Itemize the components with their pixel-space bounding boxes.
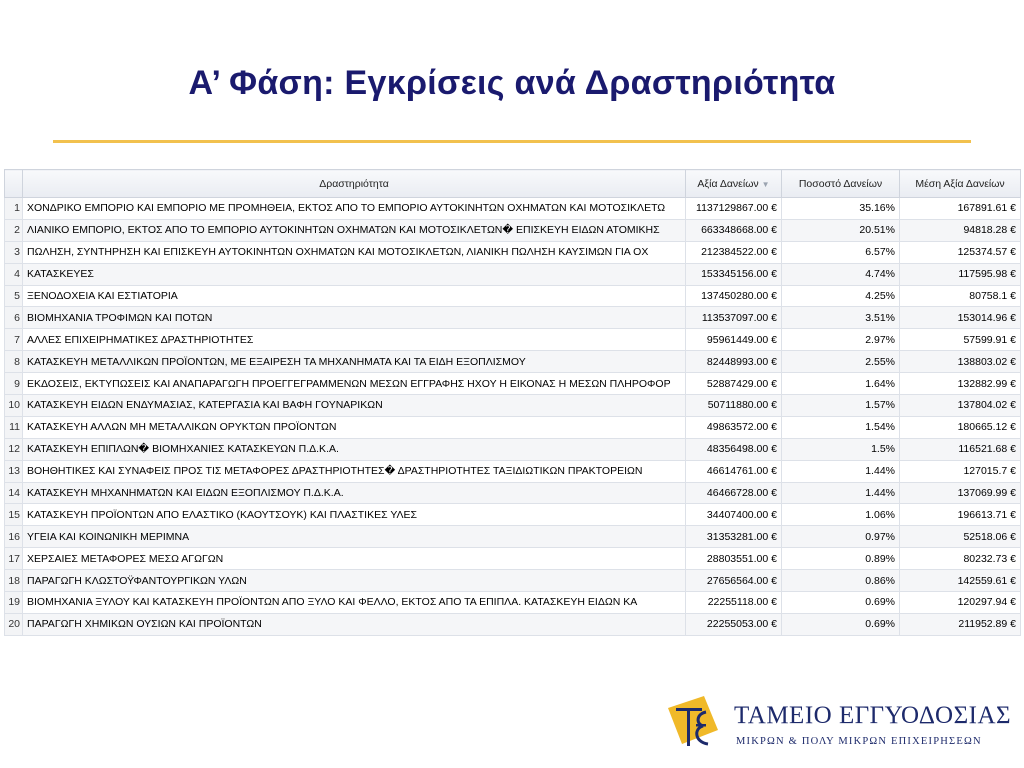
- avg-loan-value-cell: 211952.89 €: [900, 613, 1021, 635]
- loan-value-cell: 50711880.00 €: [686, 395, 782, 417]
- loan-percent-cell: 2.55%: [782, 351, 900, 373]
- loan-value-cell: 49863572.00 €: [686, 416, 782, 438]
- loan-percent-cell: 35.16%: [782, 198, 900, 220]
- activity-table: [4, 169, 1021, 636]
- loan-value-cell: 153345156.00 €: [686, 263, 782, 285]
- row-index: 15: [5, 504, 23, 526]
- avg-loan-value-cell: 52518.06 €: [900, 526, 1021, 548]
- loan-percent-cell: 1.54%: [782, 416, 900, 438]
- loan-percent-cell: 1.06%: [782, 504, 900, 526]
- table-row[interactable]: [5, 416, 1021, 438]
- avg-loan-value-cell: 196613.71 €: [900, 504, 1021, 526]
- loan-percent-cell: 1.64%: [782, 373, 900, 395]
- row-index: 10: [5, 395, 23, 417]
- logo-subtitle: ΜΙΚΡΩΝ & ΠΟΛΥ ΜΙΚΡΩΝ ΕΠΙΧΕΙΡΗΣΕΩΝ: [736, 736, 982, 747]
- loan-percent-cell: 4.25%: [782, 285, 900, 307]
- avg-loan-value-cell: 120297.94 €: [900, 592, 1021, 614]
- avg-loan-value-cell: 167891.61 €: [900, 198, 1021, 220]
- logo-mark-icon: [666, 694, 724, 754]
- loan-percent-cell: 0.86%: [782, 570, 900, 592]
- row-index: 3: [5, 241, 23, 263]
- avg-loan-value-cell: 142559.61 €: [900, 570, 1021, 592]
- row-index: 12: [5, 438, 23, 460]
- avg-loan-value-cell: 137804.02 €: [900, 395, 1021, 417]
- loan-value-cell: 52887429.00 €: [686, 373, 782, 395]
- sort-down-icon[interactable]: ▼: [761, 179, 770, 189]
- row-index: 13: [5, 460, 23, 482]
- row-index: 1: [5, 198, 23, 220]
- activity-cell: ΥΓΕΙΑ ΚΑΙ ΚΟΙΝΩΝΙΚΗ ΜΕΡΙΜΝΑ: [23, 526, 686, 548]
- row-index: 19: [5, 592, 23, 614]
- loan-value-cell: 31353281.00 €: [686, 526, 782, 548]
- row-index: 7: [5, 329, 23, 351]
- column-header-loan-value[interactable]: [686, 170, 782, 198]
- row-index: 18: [5, 570, 23, 592]
- loan-value-cell: 1137129867.00 €: [686, 198, 782, 220]
- activity-cell: ΠΩΛΗΣΗ, ΣΥΝΤΗΡΗΣΗ ΚΑΙ ΕΠΙΣΚΕΥΗ ΑΥΤΟΚΙΝΗΤΩΝ ΟΧΗΜΑΤΩΝ ΚΑΙ ΜΟΤΟΣΙΚΛΕΤΩΝ, ΛΙΑΝΙΚΗ ΠΩΛΗΣΗ ΚΑΥΣΙΜΩΝ ΓΙΑ ΟΧ: [23, 241, 686, 263]
- table-row[interactable]: [5, 219, 1021, 241]
- column-header-avg-loan-value[interactable]: [900, 170, 1021, 198]
- activity-cell: ΞΕΝΟΔΟΧΕΙΑ ΚΑΙ ΕΣΤΙΑΤΟΡΙΑ: [23, 285, 686, 307]
- row-index: 4: [5, 263, 23, 285]
- table-row[interactable]: [5, 482, 1021, 504]
- row-index: 11: [5, 416, 23, 438]
- activity-cell: ΚΑΤΑΣΚΕΥΗ ΠΡΟΪΟΝΤΩΝ ΑΠΟ ΕΛΑΣΤΙΚΟ (ΚΑΟΥΤΣΟΥΚ) ΚΑΙ ΠΛΑΣΤΙΚΕΣ ΥΛΕΣ: [23, 504, 686, 526]
- activity-cell: ΒΟΗΘΗΤΙΚΕΣ ΚΑΙ ΣΥΝΑΦΕΙΣ ΠΡΟΣ ΤΙΣ ΜΕΤΑΦΟΡΕΣ ΔΡΑΣΤΗΡΙΟΤΗΤΕΣ� ΔΡΑΣΤΗΡΙΟΤΗΤΕΣ ΤΑΞΙΔΙΩΤΙΚΩΝ ΠΡΑΚΤΟΡΕΙΩΝ: [23, 460, 686, 482]
- avg-loan-value-cell: 80758.1 €: [900, 285, 1021, 307]
- logo-name: ΤΑΜΕΙΟ ΕΓΓΥΟΔΟΣΙΑΣ: [734, 702, 1012, 729]
- loan-percent-cell: 1.44%: [782, 460, 900, 482]
- avg-loan-value-cell: 117595.98 €: [900, 263, 1021, 285]
- avg-loan-value-cell: 153014.96 €: [900, 307, 1021, 329]
- loan-value-cell: 46466728.00 €: [686, 482, 782, 504]
- activity-cell: ΚΑΤΑΣΚΕΥΗ ΕΠΙΠΛΩΝ� ΒΙΟΜΗΧΑΝΙΕΣ ΚΑΤΑΣΚΕΥΩΝ Π.Δ.Κ.Α.: [23, 438, 686, 460]
- loan-value-cell: 28803551.00 €: [686, 548, 782, 570]
- table-body: [5, 198, 1021, 636]
- loan-value-cell: 27656564.00 €: [686, 570, 782, 592]
- column-header-avg-loan-value-label: Μέση Αξία Δανείων: [915, 177, 1005, 190]
- activity-cell: ΕΚΔΟΣΕΙΣ, ΕΚΤΥΠΩΣΕΙΣ ΚΑΙ ΑΝΑΠΑΡΑΓΩΓΗ ΠΡΟΕΓΓΕΓΡΑΜΜΕΝΩΝ ΜΕΣΩΝ ΕΓΓΡΑΦΗΣ ΗΧΟΥ Η ΕΙΚΟΝΑΣ Η ΜΕΣΩΝ ΠΛΗΡΟΦΟΡ: [23, 373, 686, 395]
- activity-cell: ΚΑΤΑΣΚΕΥΗ ΜΗΧΑΝΗΜΑΤΩΝ ΚΑΙ ΕΙΔΩΝ ΕΞΟΠΛΙΣΜΟΥ Π.Δ.Κ.Α.: [23, 482, 686, 504]
- loan-percent-cell: 1.44%: [782, 482, 900, 504]
- table-row[interactable]: [5, 504, 1021, 526]
- row-index: 14: [5, 482, 23, 504]
- column-header-loan-value-label: Αξία Δανείων: [697, 177, 759, 190]
- loan-value-cell: 663348668.00 €: [686, 219, 782, 241]
- activity-cell: ΒΙΟΜΗΧΑΝΙΑ ΞΥΛΟΥ ΚΑΙ ΚΑΤΑΣΚΕΥΗ ΠΡΟΪΟΝΤΩΝ ΑΠΟ ΞΥΛΟ ΚΑΙ ΦΕΛΛΟ, ΕΚΤΟΣ ΑΠΟ ΤΑ ΕΠΙΠΛΑ. ΚΑΤΑΣΚΕΥΗ ΕΙΔΩΝ ΚΑ: [23, 592, 686, 614]
- table-row[interactable]: [5, 373, 1021, 395]
- table-row[interactable]: [5, 241, 1021, 263]
- loan-percent-cell: 3.51%: [782, 307, 900, 329]
- table-row[interactable]: [5, 351, 1021, 373]
- table-row[interactable]: [5, 526, 1021, 548]
- table-row[interactable]: [5, 395, 1021, 417]
- loan-value-cell: 113537097.00 €: [686, 307, 782, 329]
- loan-percent-cell: 0.69%: [782, 592, 900, 614]
- activity-cell: ΧΟΝΔΡΙΚΟ ΕΜΠΟΡΙΟ ΚΑΙ ΕΜΠΟΡΙΟ ΜΕ ΠΡΟΜΗΘΕΙΑ, ΕΚΤΟΣ ΑΠΟ ΤΟ ΕΜΠΟΡΙΟ ΑΥΤΟΚΙΝΗΤΩΝ ΟΧΗΜΑΤΩΝ ΚΑΙ ΜΟΤΟΣΙΚΛΕΤΩ: [23, 198, 686, 220]
- activity-cell: ΚΑΤΑΣΚΕΥΗ ΑΛΛΩΝ ΜΗ ΜΕΤΑΛΛΙΚΩΝ ΟΡΥΚΤΩΝ ΠΡΟΪΟΝΤΩΝ: [23, 416, 686, 438]
- avg-loan-value-cell: 94818.28 €: [900, 219, 1021, 241]
- fund-logo: [666, 694, 1012, 760]
- activity-table-container: [4, 169, 1020, 636]
- avg-loan-value-cell: 125374.57 €: [900, 241, 1021, 263]
- avg-loan-value-cell: 137069.99 €: [900, 482, 1021, 504]
- row-index: 8: [5, 351, 23, 373]
- loan-percent-cell: 1.5%: [782, 438, 900, 460]
- row-index: 5: [5, 285, 23, 307]
- activity-cell: ΚΑΤΑΣΚΕΥΗ ΜΕΤΑΛΛΙΚΩΝ ΠΡΟΪΟΝΤΩΝ, ΜΕ ΕΞΑΙΡΕΣΗ ΤΑ ΜΗΧΑΝΗΜΑΤΑ ΚΑΙ ΤΑ ΕΙΔΗ ΕΞΟΠΛΙΣΜΟΥ: [23, 351, 686, 373]
- avg-loan-value-cell: 180665.12 €: [900, 416, 1021, 438]
- table-row[interactable]: [5, 285, 1021, 307]
- table-row[interactable]: [5, 307, 1021, 329]
- column-header-index: [5, 170, 23, 198]
- slide-title: Α’ Φάση: Εγκρίσεις ανά Δραστηριότητα: [188, 64, 836, 102]
- loan-value-cell: 46614761.00 €: [686, 460, 782, 482]
- row-index: 17: [5, 548, 23, 570]
- loan-value-cell: 82448993.00 €: [686, 351, 782, 373]
- table-row[interactable]: [5, 198, 1021, 220]
- table-row[interactable]: [5, 592, 1021, 614]
- row-index: 9: [5, 373, 23, 395]
- table-row[interactable]: [5, 548, 1021, 570]
- loan-percent-cell: 4.74%: [782, 263, 900, 285]
- loan-percent-cell: 1.57%: [782, 395, 900, 417]
- row-index: 20: [5, 613, 23, 635]
- loan-percent-cell: 6.57%: [782, 241, 900, 263]
- loan-value-cell: 95961449.00 €: [686, 329, 782, 351]
- activity-cell: ΚΑΤΑΣΚΕΥΕΣ: [23, 263, 686, 285]
- loan-value-cell: 22255053.00 €: [686, 613, 782, 635]
- column-header-activity-label: Δραστηριότητα: [319, 177, 389, 190]
- avg-loan-value-cell: 127015.7 €: [900, 460, 1021, 482]
- activity-cell: ΑΛΛΕΣ ΕΠΙΧΕΙΡΗΜΑΤΙΚΕΣ ΔΡΑΣΤΗΡΙΟΤΗΤΕΣ: [23, 329, 686, 351]
- row-index: 16: [5, 526, 23, 548]
- table-row[interactable]: [5, 329, 1021, 351]
- row-index: 6: [5, 307, 23, 329]
- table-header-row: [5, 170, 1021, 198]
- loan-percent-cell: 20.51%: [782, 219, 900, 241]
- loan-percent-cell: 0.97%: [782, 526, 900, 548]
- table-row[interactable]: [5, 438, 1021, 460]
- activity-cell: ΠΑΡΑΓΩΓΗ ΚΛΩΣΤΟΫΦΑΝΤΟΥΡΓΙΚΩΝ ΥΛΩΝ: [23, 570, 686, 592]
- table-row[interactable]: [5, 460, 1021, 482]
- loan-percent-cell: 2.97%: [782, 329, 900, 351]
- title-divider: [53, 140, 971, 143]
- loan-value-cell: 22255118.00 €: [686, 592, 782, 614]
- row-index: 2: [5, 219, 23, 241]
- avg-loan-value-cell: 57599.91 €: [900, 329, 1021, 351]
- avg-loan-value-cell: 132882.99 €: [900, 373, 1021, 395]
- activity-cell: ΧΕΡΣΑΙΕΣ ΜΕΤΑΦΟΡΕΣ ΜΕΣΩ ΑΓΩΓΩΝ: [23, 548, 686, 570]
- loan-percent-cell: 0.89%: [782, 548, 900, 570]
- loan-value-cell: 48356498.00 €: [686, 438, 782, 460]
- column-header-activity[interactable]: [23, 170, 686, 198]
- avg-loan-value-cell: 80232.73 €: [900, 548, 1021, 570]
- loan-value-cell: 137450280.00 €: [686, 285, 782, 307]
- table-row[interactable]: [5, 613, 1021, 635]
- table-row[interactable]: [5, 263, 1021, 285]
- activity-cell: ΚΑΤΑΣΚΕΥΗ ΕΙΔΩΝ ΕΝΔΥΜΑΣΙΑΣ, ΚΑΤΕΡΓΑΣΙΑ ΚΑΙ ΒΑΦΗ ΓΟΥΝΑΡΙΚΩΝ: [23, 395, 686, 417]
- avg-loan-value-cell: 138803.02 €: [900, 351, 1021, 373]
- column-header-loan-percent-label: Ποσοστό Δανείων: [798, 177, 883, 190]
- loan-value-cell: 212384522.00 €: [686, 241, 782, 263]
- activity-cell: ΒΙΟΜΗΧΑΝΙΑ ΤΡΟΦΙΜΩΝ ΚΑΙ ΠΟΤΩΝ: [23, 307, 686, 329]
- activity-cell: ΛΙΑΝΙΚΟ ΕΜΠΟΡΙΟ, ΕΚΤΟΣ ΑΠΟ ΤΟ ΕΜΠΟΡΙΟ ΑΥΤΟΚΙΝΗΤΩΝ ΟΧΗΜΑΤΩΝ ΚΑΙ ΜΟΤΟΣΙΚΛΕΤΩΝ� ΕΠΙΣΚΕΥΗ ΕΙΔΩΝ ΑΤΟΜΙΚΗΣ: [23, 219, 686, 241]
- table-row[interactable]: [5, 570, 1021, 592]
- loan-percent-cell: 0.69%: [782, 613, 900, 635]
- avg-loan-value-cell: 116521.68 €: [900, 438, 1021, 460]
- loan-value-cell: 34407400.00 €: [686, 504, 782, 526]
- activity-cell: ΠΑΡΑΓΩΓΗ ΧΗΜΙΚΩΝ ΟΥΣΙΩΝ ΚΑΙ ΠΡΟΪΟΝΤΩΝ: [23, 613, 686, 635]
- column-header-loan-percent[interactable]: [782, 170, 900, 198]
